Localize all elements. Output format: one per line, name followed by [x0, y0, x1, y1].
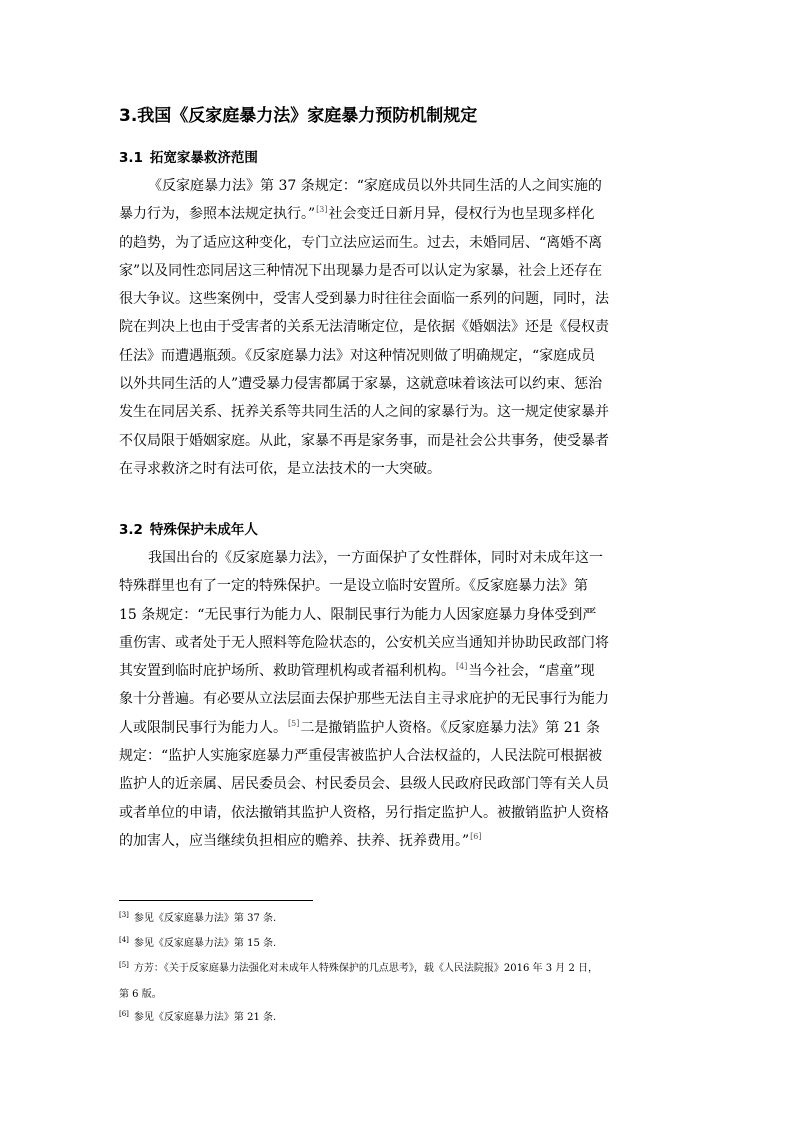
- text-line: [119, 398, 677, 426]
- footnote-text: 参见《反家庭暴力法》第 37 条.: [133, 913, 277, 924]
- text-line: [119, 685, 677, 713]
- chapter-heading: 3.我国《反家庭暴力法》家庭暴力预防机制规定: [119, 106, 478, 126]
- line-text: 在寻求救济之时有法可依，是立法技术的一大突破。: [119, 460, 441, 477]
- footnote-mark: [5]: [119, 961, 129, 969]
- paragraph-3-1: [119, 172, 677, 483]
- line-text: 规定：“监护人实施家庭暴力严重侵害被监护人合法权益的，人民法院可根据被: [119, 748, 603, 765]
- line-text: 任法》而遭遇瓶颈。《反家庭暴力法》对这种情况则做了明确规定，“家庭成员: [119, 347, 596, 364]
- footnote-text: 第 6 版。: [119, 989, 162, 1000]
- text-line: [119, 257, 677, 285]
- line-text: 的加害人，应当继续负担相应的赡养、扶养、抚养费用。”: [119, 832, 470, 849]
- text-line: [119, 229, 677, 257]
- line-text: 发生在同居关系、抚养关系等共同生活的人之间的家暴行为。这一规定使家暴并: [119, 404, 609, 421]
- text-line: [119, 200, 677, 228]
- line-text: 的趋势，为了适应这种变化，专门立法应运而生。过去，未婚同居、“离婚不离: [119, 234, 603, 251]
- text-line: [119, 342, 677, 370]
- text-line: [119, 455, 677, 483]
- text-line: [119, 770, 677, 798]
- section-title: 特殊保护未成年人: [149, 522, 258, 538]
- text-line: [119, 827, 677, 855]
- text-line: [119, 657, 677, 685]
- line-text: 监护人的近亲属、居民委员会、村民委员会、县级人民政府民政部门等有关人员: [119, 776, 609, 793]
- line-text: 或者单位的申请，依法撤销其监护人资格，另行指定监护人。被撤销监护人资格: [119, 804, 609, 821]
- text-line: [119, 572, 677, 600]
- line-text: 家”以及同性恋同居这三种情况下出现暴力是否可以认定为家暴，社会上还存在: [119, 262, 603, 279]
- text-line: [119, 285, 677, 313]
- line-text: 暴力行为，参照本法规定执行。”: [119, 206, 316, 223]
- line-text: 象十分普遍。有必要从立法层面去保护那些无法自主寻求庇护的无民事行为能力: [119, 691, 609, 708]
- line-text: 特殊群里也有了一定的特殊保护。一是设立临时安置所。《反家庭暴力法》第: [119, 578, 588, 595]
- paragraph-3-2: [119, 544, 677, 855]
- footnote-separator: [119, 900, 313, 901]
- text-line: [119, 544, 677, 572]
- footnote-mark: [6]: [119, 1010, 129, 1018]
- line-text: 我国出台的《反家庭暴力法》，一方面保护了女性群体，同时对未成年这一: [148, 550, 603, 566]
- section-number: 3.1: [119, 150, 143, 166]
- text-line: [119, 313, 677, 341]
- citation-ref: [6]: [470, 831, 482, 841]
- footnote-text: 方芳：《关于反家庭暴力法强化对未成年人特殊保护的几点思考》，载《人民法院报》2016 年 3 月 2 日，: [133, 963, 598, 974]
- line-text: 重伤害、或者处于无人照料等危险状态的，公安机关应当通知并协助民政部门将: [119, 634, 609, 651]
- footnote-line: [119, 1007, 679, 1029]
- section-number: 3.2: [119, 522, 143, 538]
- line-text: 当今社会，“虐童”现: [468, 663, 595, 680]
- footnote-mark: [4]: [119, 936, 129, 944]
- line-text: 不仅局限于婚姻家庭。从此，家暴不再是家务事，而是社会公共事务，使受暴者: [119, 432, 609, 449]
- citation-ref: [5]: [288, 718, 300, 728]
- line-text: 二是撤销监护人资格。《反家庭暴力法》第 21 条: [300, 719, 601, 736]
- line-text: 院在判决上也由于受害者的关系无法清晰定位，是依据《婚姻法》还是《侵权责: [119, 319, 609, 336]
- section-heading-3-2: [119, 520, 679, 540]
- text-line: [119, 601, 677, 629]
- text-line: [119, 427, 677, 455]
- section-heading-3-1: [119, 148, 679, 168]
- line-text: 其安置到临时庇护场所、救助管理机构或者福利机构。: [119, 663, 455, 680]
- line-text: 社会变迁日新月异，侵权行为也呈现多样化: [328, 206, 595, 223]
- line-text: 以外共同生活的人”遭受暴力侵害都属于家暴，这就意味着该法可以约束、惩治: [119, 376, 603, 393]
- line-text: 很大争议。这些案例中，受害人受到暴力时往往会面临一系列的问题，同时，法: [119, 291, 609, 308]
- text-line: [119, 799, 677, 827]
- footnote-text: 参见《反家庭暴力法》第 15 条.: [133, 938, 277, 949]
- footnote-line: [119, 958, 679, 980]
- text-line: [119, 742, 677, 770]
- footnote-mark: [3]: [119, 911, 129, 919]
- citation-ref: [3]: [316, 205, 328, 215]
- footnote-line: [119, 908, 679, 930]
- line-text: 《反家庭暴力法》第 37 条规定：“家庭成员以外共同生活的人之间实施的: [148, 178, 602, 194]
- text-line: [119, 714, 677, 742]
- line-text: 15 条规定：“无民事行为能力人、限制民事行为能力人因家庭暴力身体受到严: [119, 606, 597, 623]
- line-text: 人或限制民事行为能力人。: [119, 719, 287, 736]
- footnote-text: 参见《反家庭暴力法》第 21 条.: [133, 1012, 277, 1023]
- text-line: [119, 172, 677, 200]
- citation-ref: [4]: [456, 662, 468, 672]
- text-line: [119, 629, 677, 657]
- footnote-line: [119, 984, 679, 1006]
- footnote-line: [119, 933, 679, 955]
- text-line: [119, 370, 677, 398]
- section-title: 拓宽家暴救济范围: [149, 150, 258, 166]
